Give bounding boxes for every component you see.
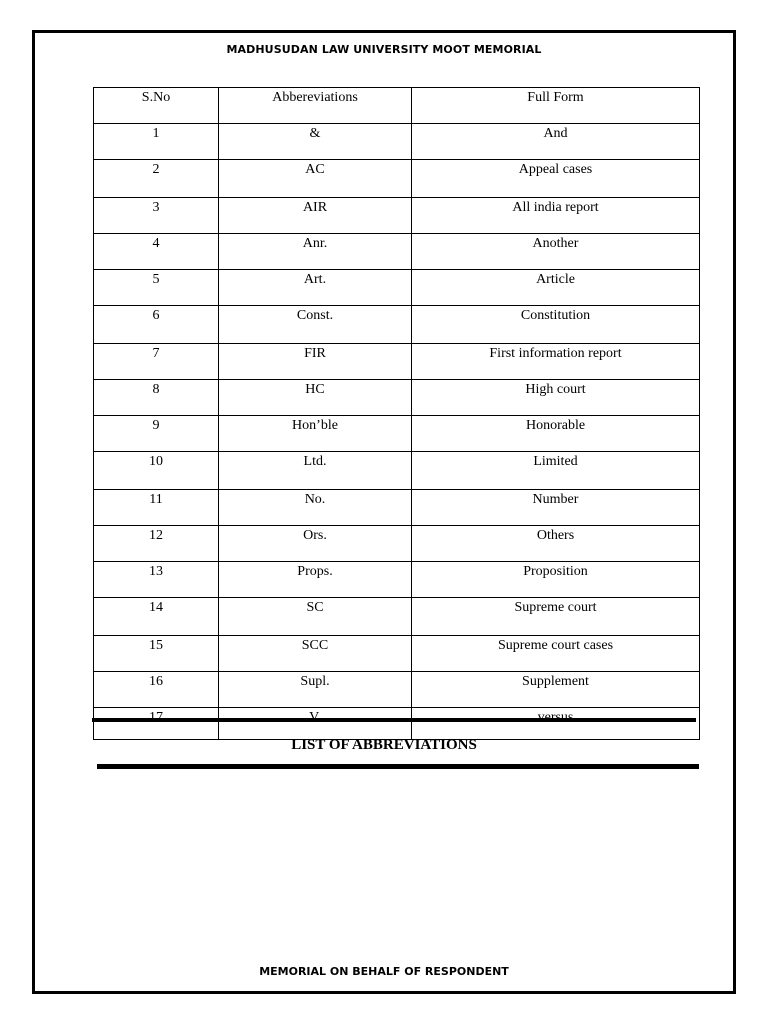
- cell-abbreviation: Ltd.: [219, 452, 412, 490]
- cell-abbreviation: FIR: [219, 344, 412, 380]
- cell-abbreviation: Ors.: [219, 526, 412, 562]
- table-row: [94, 306, 700, 344]
- table-row: [94, 452, 700, 490]
- table-row: [94, 672, 700, 708]
- cell-abbreviation: Hon’ble: [219, 416, 412, 452]
- cell-sno: 13: [94, 562, 219, 598]
- table-row: [94, 198, 700, 234]
- cell-abbreviation: [219, 708, 412, 727]
- cell-sno: 8: [94, 380, 219, 416]
- cell-full-form: [412, 708, 700, 727]
- cell-full-form: Others: [412, 526, 700, 562]
- table-row: [94, 416, 700, 452]
- table-row: [94, 562, 700, 598]
- table-row: [94, 490, 700, 526]
- cell-abbreviation: Anr.: [219, 234, 412, 270]
- table-row: [94, 160, 700, 198]
- column-header-full-form: Full Form: [412, 88, 700, 124]
- cell-sno: 9: [94, 416, 219, 452]
- abbreviations-table: [93, 87, 700, 740]
- cell-full-form: All india report: [412, 198, 700, 234]
- cell-full-form: Proposition: [412, 562, 700, 598]
- table-row: [94, 380, 700, 416]
- cell-full-form: Honorable: [412, 416, 700, 452]
- table-row: [94, 526, 700, 562]
- table-row: [94, 234, 700, 270]
- cell-abbreviation: Supl.: [219, 672, 412, 708]
- cell-abbreviation: Const.: [219, 306, 412, 344]
- cell-full-form: Article: [412, 270, 700, 306]
- column-header-abbreviations: Abbereviations: [219, 88, 412, 124]
- cell-sno: 10: [94, 452, 219, 490]
- page-header: MADHUSUDAN LAW UNIVERSITY MOOT MEMORIAL: [226, 43, 542, 56]
- cell-full-form: Number: [412, 490, 700, 526]
- column-header-sno: S.No: [94, 88, 219, 124]
- section-underline-rule: [97, 764, 699, 769]
- cell-abbreviation: AIR: [219, 198, 412, 234]
- cell-abbreviation: &: [219, 124, 412, 160]
- cell-sno: 11: [94, 490, 219, 526]
- table-row: [94, 344, 700, 380]
- cell-sno: 12: [94, 526, 219, 562]
- section-title: LIST OF ABBREVIATIONS: [291, 737, 477, 753]
- cell-sno: 6: [94, 306, 219, 344]
- cell-abbreviation: Art.: [219, 270, 412, 306]
- cell-full-form: Appeal cases: [412, 160, 700, 198]
- cell-full-form: Limited: [412, 452, 700, 490]
- table-row: [94, 598, 700, 636]
- cell-full-form: Supreme court: [412, 598, 700, 636]
- cell-sno: 3: [94, 198, 219, 234]
- table-row: [94, 124, 700, 160]
- cell-sno: 16: [94, 672, 219, 708]
- cell-sno: 14: [94, 598, 219, 636]
- cell-abbreviation: SC: [219, 598, 412, 636]
- table-row: [94, 636, 700, 672]
- cell-full-form: Supreme court cases: [412, 636, 700, 672]
- cell-abbreviation: SCC: [219, 636, 412, 672]
- cell-full-form: High court: [412, 380, 700, 416]
- cell-sno: 1: [94, 124, 219, 160]
- cell-abbreviation: Props.: [219, 562, 412, 598]
- page-footer: MEMORIAL ON BEHALF OF RESPONDENT: [259, 965, 509, 978]
- table-row: [94, 270, 700, 306]
- cell-sno: 15: [94, 636, 219, 672]
- cell-abbreviation: HC: [219, 380, 412, 416]
- table-header-row: [94, 88, 700, 124]
- cell-sno: 5: [94, 270, 219, 306]
- table-row: [94, 708, 700, 727]
- cell-sno: 2: [94, 160, 219, 198]
- cell-abbreviation: No.: [219, 490, 412, 526]
- cell-full-form: Supplement: [412, 672, 700, 708]
- cell-full-form: And: [412, 124, 700, 160]
- cell-sno: 7: [94, 344, 219, 380]
- cell-abbreviation: AC: [219, 160, 412, 198]
- table-bottom-rule: [92, 718, 696, 722]
- cell-sno: [94, 708, 219, 727]
- cell-sno: 4: [94, 234, 219, 270]
- cell-full-form: Another: [412, 234, 700, 270]
- cell-full-form: First information report: [412, 344, 700, 380]
- cell-full-form: Constitution: [412, 306, 700, 344]
